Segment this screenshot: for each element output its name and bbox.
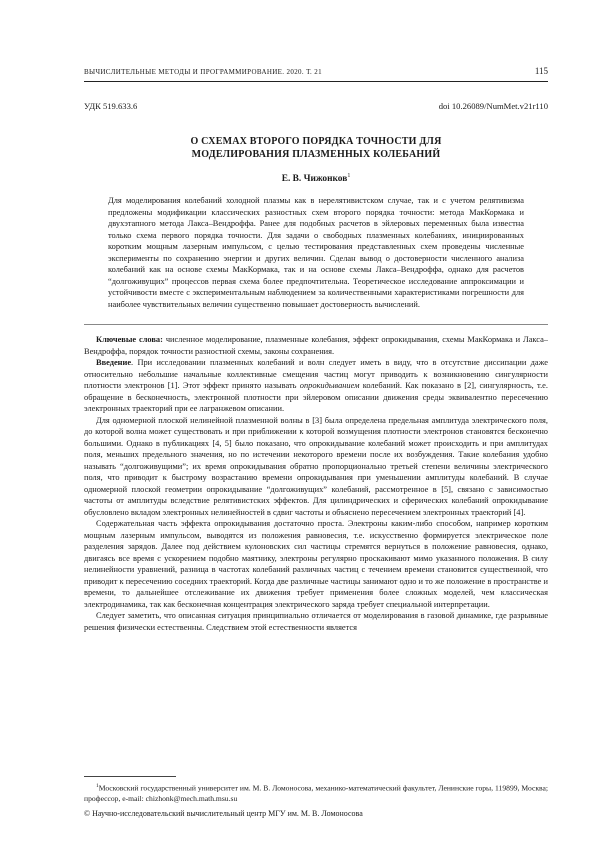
paragraph-3: Содержательная часть эффекта опрокидывания достаточно проста. Электроны каким-либо способом, например коротким мощным лазерным импульсом, выводятся из положения равновесия, т.е. искусственно формируется электрическое поле разделения зарядов. Далее под действием кулоновских сил частицы стремятся вернуться в положение равновесия, однако, двигаясь все время с ускорением подобно маятнику, электроны регулярно проскакивают мимо указанного положения. В силу нелинейности уравнений, разница в частотах колебаний различных частиц с течением времени становится существенной, что приводит к пересечению соседних траекторий. Когда две различные частицы занимают одно и то же положение в пространстве и времени, то дальнейшее отслеживание их движения требует применения более сложных моделей, чем классическая электродинамика, так как бесконечная концентрация электрического заряда требует специальной интерпретации. (84, 519, 548, 609)
keywords-text: численное моделирование, плазменные колебания, эффект опрокидывания, схемы МакКормака и Лакса–Вендроффа, порядок точности разностной схемы, законы сохранения. (84, 335, 548, 356)
copyright: © Научно-исследовательский вычислительный центр МГУ им. М. В. Ломоносова (84, 808, 363, 818)
abstract-separator (84, 324, 548, 325)
title-line-2: МОДЕЛИРОВАНИЯ ПЛАЗМЕННЫХ КОЛЕБАНИЙ (191, 149, 441, 160)
author (84, 171, 548, 186)
paragraph-2: Для одномерной плоской нелинейной плазменной волны в [3] была определена предельная амплитуда электрического поля, до которой волна может существовать и при приближении к которой возмущения плотности электронов становятся бесконечно большими. Однако в публикациях [4, 5] было показано, что опрокидывание колебаний может происходить и при амплитудах поля, меньших предельного значения, но по истечении некоторого времени после их возбуждения. Такие колебания удобно называть “долгоживущими”; их время опрокидывания обратно пропорционально третьей степени величины электрического поля, что приводит к быстрому возрастанию времени опрокидывания при уменьшении амплитуды колебаний. В случае одномерной плоской геометрии опрокидывание “долгоживущих” колебаний, рассмотренное в [5], связано с зависимостью частоты от амплитуды вследствие релятивистских эффектов. Для цилиндрических и сферических колебаний опрокидывание обусловлено вкладом электронных нелинейностей в сдвиг частоты и объяснено пересечением электронных траекторий [4]. (84, 415, 548, 517)
running-head (84, 66, 548, 78)
keywords (84, 334, 548, 357)
article-title (84, 135, 548, 162)
journal-title: ВЫЧИСЛИТЕЛЬНЫЕ МЕТОДЫ И ПРОГРАММИРОВАНИЕ. 2020. Т. 21 (84, 68, 322, 76)
intro-paragraph (84, 357, 548, 415)
footnote-text: Московский государственный университет им. М. В. Ломоносова, механико-математический факультет, Ленинские горы, 119899, Москва; профессор, e-mail: chizhonk@mech.math.msu.su (84, 783, 548, 803)
intro-emphasis: опрокидыванием (299, 381, 360, 391)
footnote-mark: 1 (96, 783, 99, 789)
intro-label: Введение (96, 358, 132, 368)
abstract: Для моделирования колебаний холодной плазмы как в нерелятивистском случае, так и с учетом релятивизма предложены модификации классических разностных схем второго порядка точности: метода МакКормака и двухэтапного метода Лакса–Вендроффа. Ранее для подобных расчетов в эйлеровых переменных была известна только схема первого порядка точности. Для задачи о свободных плазменных колебаниях, инициированных коротким мощным лазерным импульсом, с целью тестирования представленных схем проведены численные эксперименты по сохранению энергии и других величин. Сделан вывод о достоверности численного анализа колебаний как на основе схемы МакКормака, так и на основе схемы Лакса–Вендроффа, однако для расчетов “долгоживущих” процессов первая схема более предпочтительна. Теоретическое исследование аппроксимации и устойчивости вместе с экспериментальным наблюдением за количественными характеристиками погрешности для наиболее чувствительных величин существенно повышает достоверность вычислений. (108, 196, 524, 309)
title-line-1: О СХЕМАХ ВТОРОГО ПОРЯДКА ТОЧНОСТИ ДЛЯ (190, 135, 442, 147)
udc-code: УДК 519.633.6 (84, 101, 138, 111)
intro-text-1: . При исследовании плазменных колебаний и волн следует иметь в виду, что в отсутствие диссипации даже относительно небольшие начальные коллективные смещения частиц могут приводить к возникновению сингулярности плотности электронов [1]. Этот эффект принято называть (84, 358, 548, 391)
author-footnote-mark: 1 (347, 172, 351, 179)
header-rule (84, 81, 548, 82)
keywords-label: Ключевые слова: (96, 335, 163, 345)
paragraph-4: Следует заметить, что описанная ситуация принципиально отличается от моделирования в газовой динамике, где разрывные решения физически естественны. Следствием этой естественности является (84, 611, 548, 632)
doi: doi 10.26089/NumMet.v21r110 (438, 101, 548, 111)
footnotes (84, 776, 548, 819)
page-number: 115 (534, 66, 548, 76)
intro-text-2: колебаний. Как показано в [2], сингулярность, т.е. обращение в бесконечность, электронной плотности при эйлеровом описании движения среды эквивалентно пересечению электронных траекторий при ее лагранжевом описании. (84, 381, 548, 414)
footnote-rule (84, 776, 176, 777)
author-name: Е. В. Чижонков (281, 173, 348, 184)
article-meta (84, 101, 548, 113)
footnote-affiliation (84, 781, 548, 804)
